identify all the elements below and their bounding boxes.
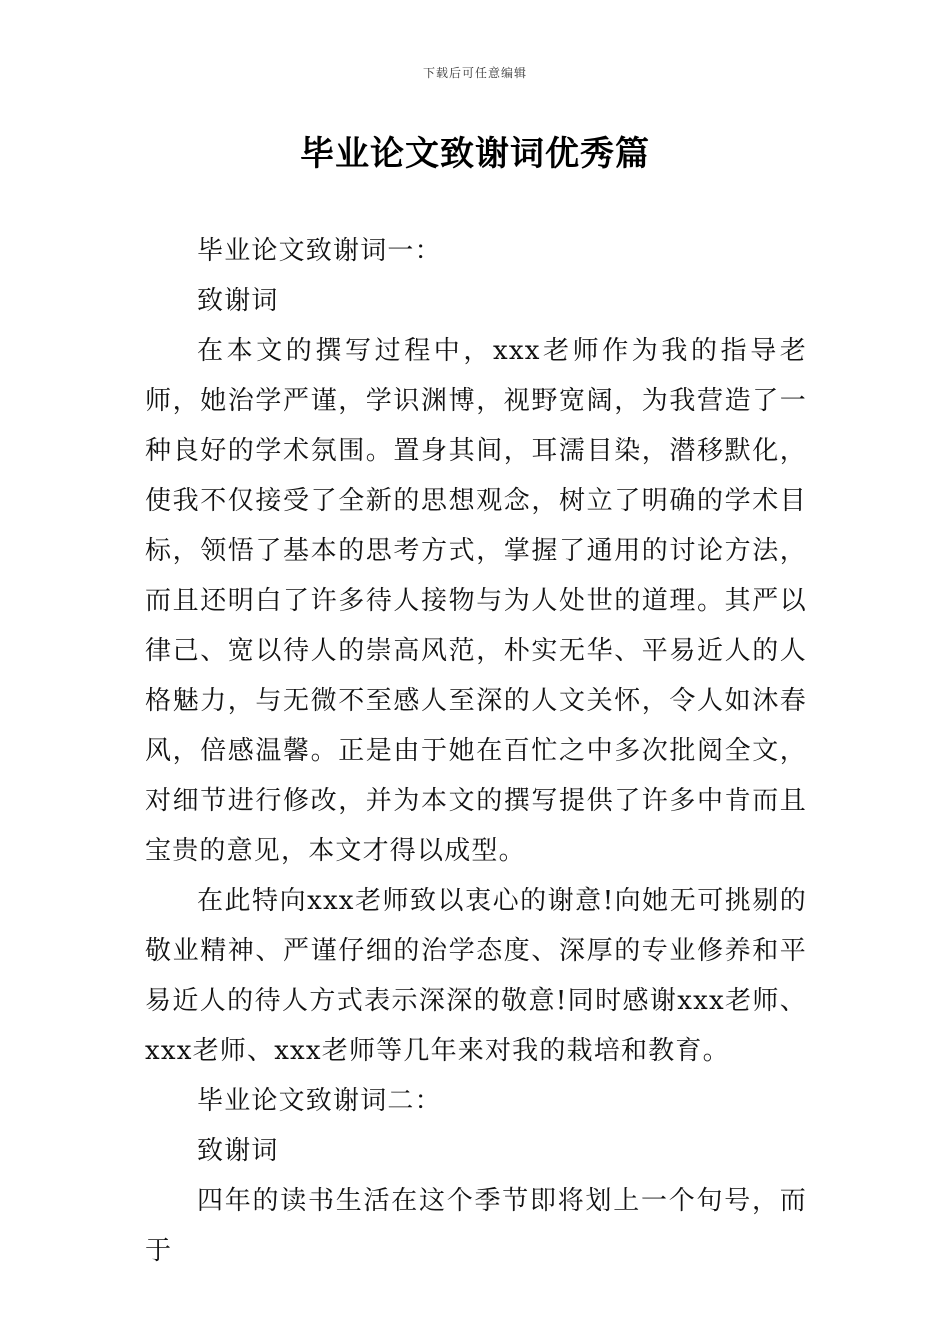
header-note: 下载后可任意编辑	[422, 66, 527, 80]
paragraph: 在本文的撰写过程中，xxx老师作为我的指导老师，她治学严谨，学识渊博，视野宽阔，为我营造了一种良好的学术氛围。置身其间，耳濡目染，潜移默化，使我不仅接受了全新的思想观念，树立了明确的学术目标，领悟了基本的思考方式，掌握了通用的讨论方法，而且还明白了许多待人接物与为人处世的道理。其严以律己、宽以待人的崇高风范，朴实无华、平易近人的人格魅力，与无微不至感人至深的人文关怀，令人如沐春风，倍感温馨。正是由于她在百忙之中多次批阅全文，对细节进行修改，并为本文的撰写提供了许多中肯而且宝贵的意见，本文才得以成型。	[145, 336, 807, 866]
document-title: 毕业论文致谢词优秀篇	[300, 134, 650, 174]
paragraph: 四年的读书生活在这个季节即将划上一个句号，而于	[145, 1186, 807, 1266]
section-heading-one: 毕业论文致谢词一：	[197, 236, 442, 266]
subheading-acknowledgement: 致谢词	[197, 1136, 279, 1166]
subheading-acknowledgement: 致谢词	[197, 286, 279, 316]
paragraph: 在此特向xxx老师致以衷心的谢意!向她无可挑剔的敬业精神、严谨仔细的治学态度、深厚的专业修养和平易近人的待人方式表示深深的敬意!同时感谢xxx老师、xxx老师、xxx老师等几年来对我的栽培和教育。	[145, 886, 807, 1066]
document-body	[145, 226, 807, 1276]
section-heading-two: 毕业论文致谢词二：	[197, 1086, 442, 1116]
